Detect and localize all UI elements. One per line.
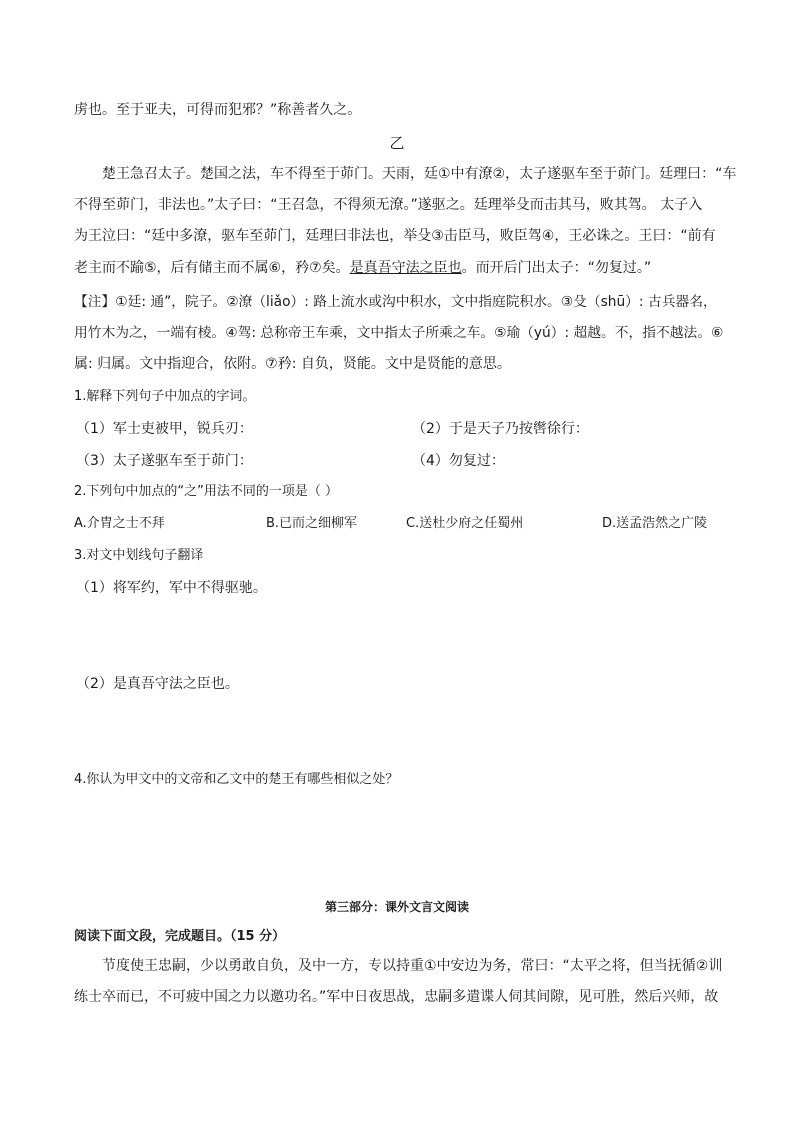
question-2-option-c: C.送杜少府之任蜀州 — [406, 516, 524, 531]
section-heading-yi: 乙 — [389, 134, 405, 152]
passage-yi-line-4 — [74, 258, 724, 278]
part-three-passage-line-1: 节度使王忠嗣，少以勇敢自负，及中一方，专以持重①中安边为务，常曰：“太平之将，但当抚循②训 — [102, 958, 723, 974]
notes-line-2: 用竹木为之，一端有棱。④驾: 总称帝王车乘，文中指太子所乘之车。⑤瑜（yú）: 超越。不，指不越法。⑥ — [74, 325, 724, 341]
question-2-option-d: D.送孟浩然之广陵 — [602, 516, 708, 531]
part-three-heading: 第三部分：课外文言文阅读 — [324, 900, 469, 914]
question-2-option-b: B.已而之细柳军 — [266, 516, 358, 531]
question-1-item-1: （1）军士吏被甲，锐兵刃： — [76, 421, 253, 437]
underlined-sentence: 是真吾守法之臣也 — [349, 260, 462, 276]
question-4-stem: 4.你认为甲文中的文帝和乙文中的楚王有哪些相似之处？ — [74, 772, 399, 787]
question-1-item-4: （4）勿复过： — [412, 453, 505, 469]
notes-line-1: 【注】①廷: 通”，院子。②潦（liǎo）: 路上流水或沟中积水，文中指庭院积水。③殳（shū）: 古兵器名， — [74, 294, 717, 310]
passage-yi-line-3: 为王泣曰：“廷中多潦，驱车至茆门，廷理曰非法也，举殳③击臣马，败臣驾④，王必诛之。王曰：“前有 — [74, 228, 716, 244]
question-3-item-1: （1）将军约，军中不得驱驰。 — [76, 580, 267, 596]
question-2-option-a: A.介胄之士不拜 — [74, 516, 165, 531]
passage-continuation: 虏也。至于亚夫，可得而犯邪？”称善者久之。 — [74, 102, 362, 118]
passage-yi-line-1: 楚王急召太子。楚国之法，车不得至于茆门。天雨，廷①中有潦②，太子遂驱车至于茆门。廷理曰：“车 — [102, 166, 737, 182]
passage-yi-line-4-start: 老主而不踰⑤，后有储主而不属⑥，矜⑦矣。 — [74, 260, 350, 276]
question-3-item-2: （2）是真吾守法之臣也。 — [76, 676, 239, 692]
question-1-item-3: （3）太子遂驱车至于茆门： — [76, 453, 253, 469]
passage-yi-line-4-end: 。而开后门出太子：“勿复过。” — [461, 260, 652, 276]
notes-line-3: 属: 归属。文中指迎合，依附。⑦矜: 自负，贤能。文中是贤能的意思。 — [74, 356, 511, 372]
passage-yi-line-2: 不得至茆门，非法也。”太子曰：“王召急，不得须无潦。”遂驱之。廷理举殳而击其马，败其驾。 太子入 — [74, 197, 703, 213]
part-three-instruction: 阅读下面文段，完成题目。（15 分） — [74, 929, 286, 944]
question-1-item-2: （2）于是天子乃按辔徐行： — [412, 421, 589, 437]
question-3-stem: 3.对文中划线句子翻译 — [74, 548, 204, 563]
part-three-passage-line-2: 练士卒而已，不可疲中国之力以邀功名。”军中日夜思战，忠嗣多遣谍人伺其间隙，见可胜，然后兴师，故 — [74, 989, 719, 1005]
question-2-stem: 2.下列句中加点的“之”用法不同的一项是（ ） — [74, 484, 339, 499]
question-1-stem: 1.解释下列句子中加点的字词。 — [74, 389, 256, 404]
